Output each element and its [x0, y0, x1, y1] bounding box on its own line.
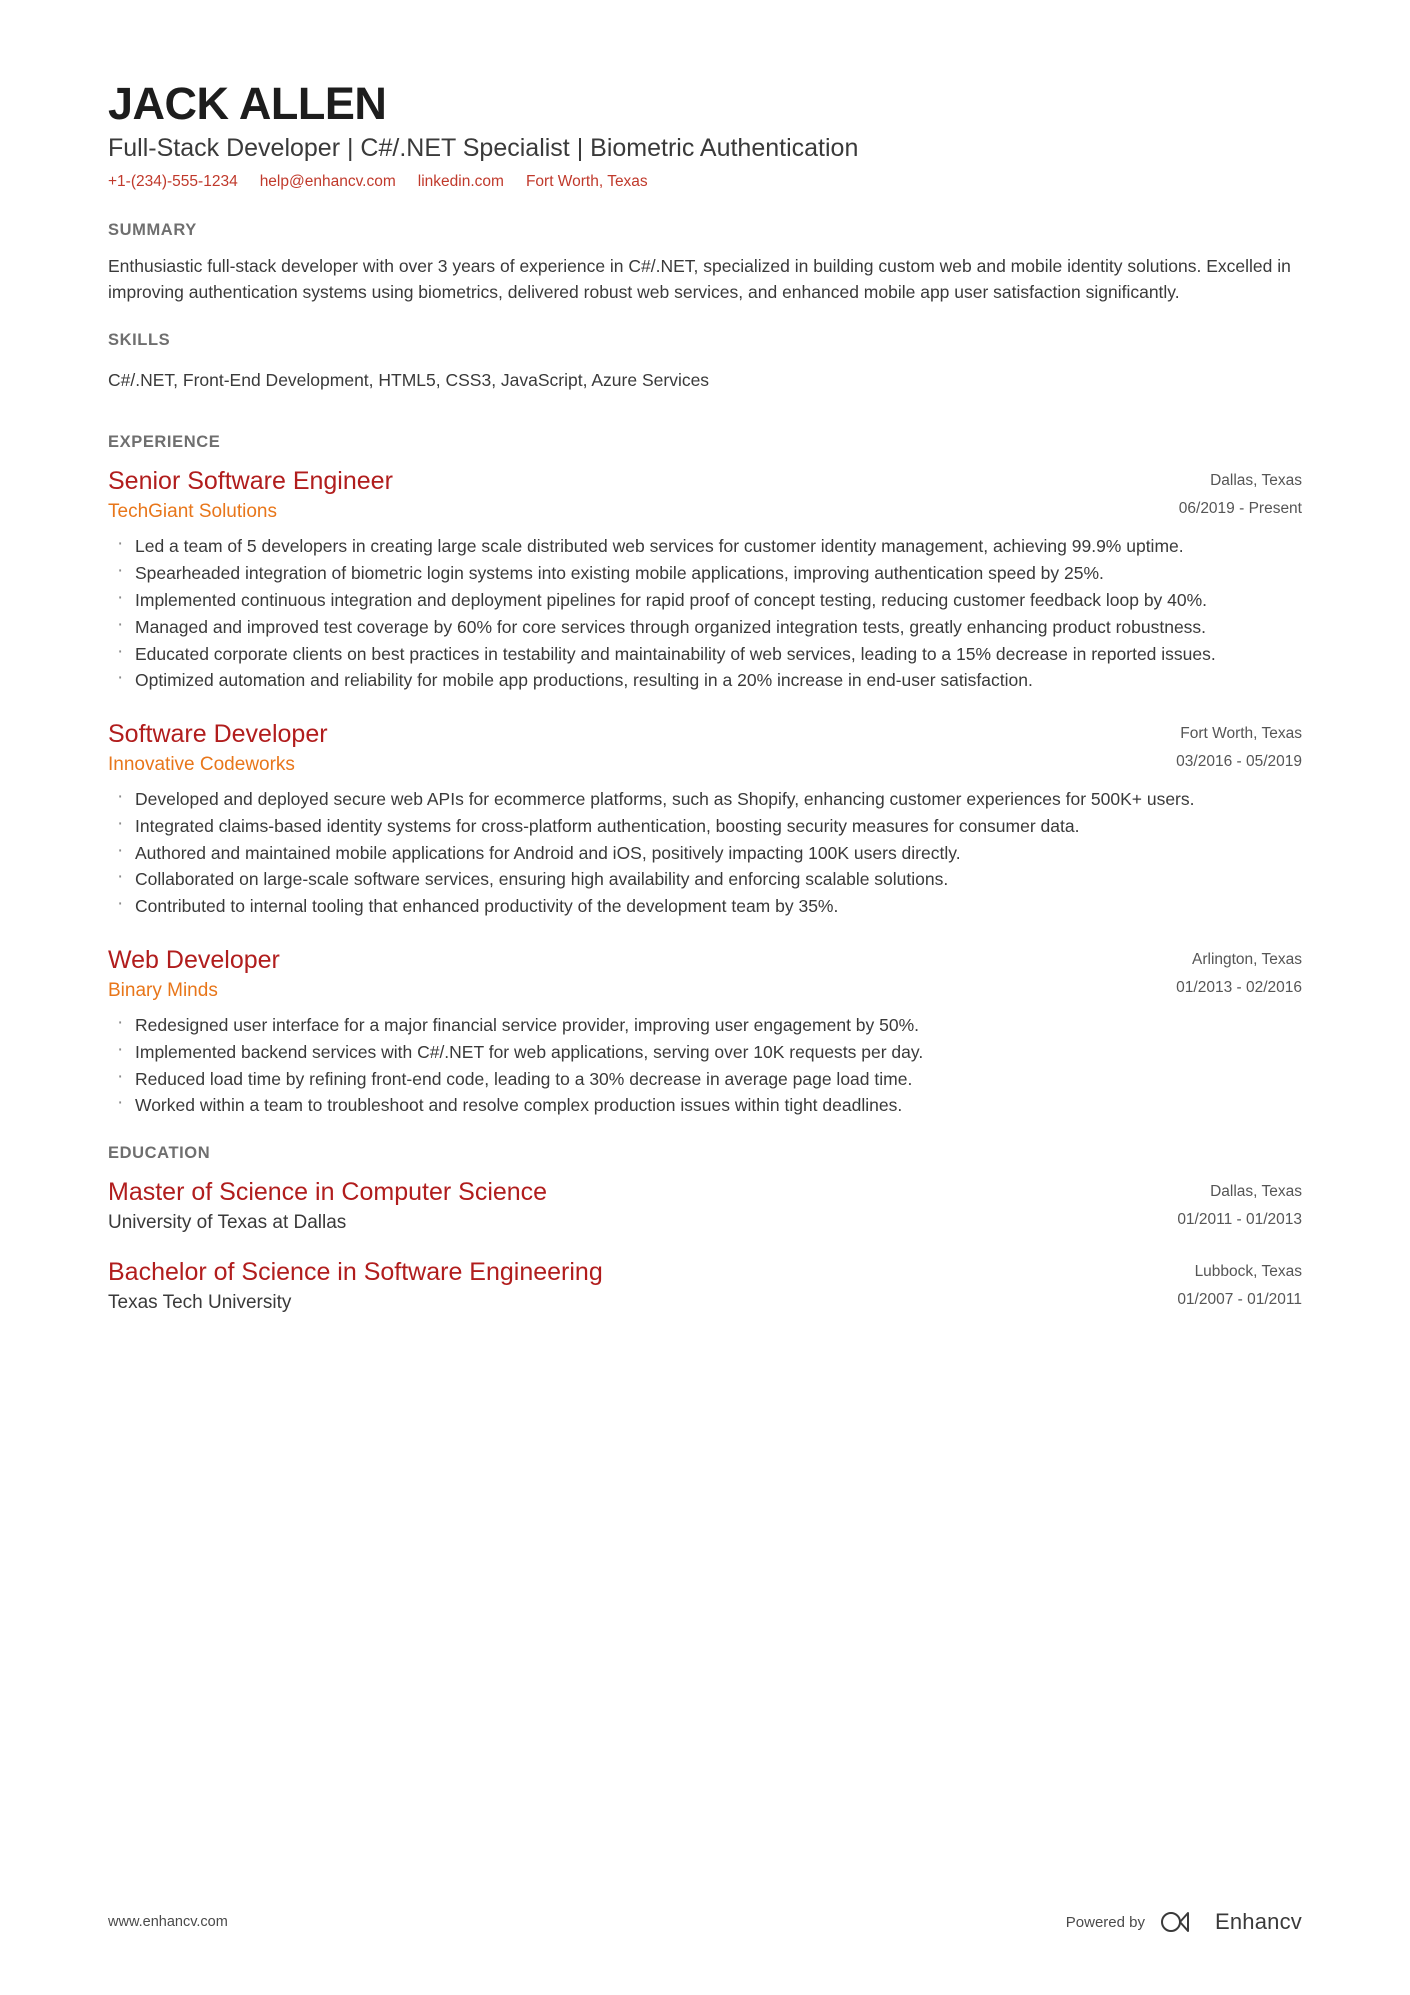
experience-entry-meta — [1176, 945, 1302, 997]
experience-entry-head — [108, 719, 1302, 777]
list-item: · Contributed to internal tooling that enhanced productivity of the development team by 35%. — [108, 894, 1302, 919]
list-item: · Managed and improved test coverage by 60% for core services through organized integration tests, greatly enhancing product robustness. — [108, 615, 1302, 640]
education-entry — [108, 1177, 1302, 1235]
enhancv-logo-icon — [1157, 1909, 1203, 1935]
powered-by-label: Powered by — [1065, 1913, 1145, 1931]
school-dates: 01/2011 - 01/2013 — [1177, 1210, 1302, 1228]
professional-headline: Full-Stack Developer | C#/.NET Specialist | Biometric Authentication — [108, 134, 859, 163]
list-item: · Implemented backend services with C#/.NET for web applications, serving over 10K requests per day. — [108, 1040, 1302, 1065]
experience-entry-left — [108, 466, 1179, 524]
experience-entry-left — [108, 945, 1176, 1003]
brand-name: Enhancv — [1214, 1909, 1302, 1934]
contact-row — [108, 173, 1302, 191]
job-dates: 03/2016 - 05/2019 — [1176, 752, 1302, 770]
skills-list: C#/.NET, Front-End Development, HTML5, CSS3, JavaScript, Azure Services — [108, 370, 710, 390]
company-name: TechGiant Solutions — [108, 501, 277, 523]
education-entry-meta — [1177, 1177, 1302, 1229]
contact-location: Fort Worth, Texas — [525, 173, 648, 191]
education-entry-left — [108, 1177, 1177, 1235]
resume-header — [108, 80, 1302, 191]
list-item: · Redesigned user interface for a major financial service provider, improving user engagement by 50%. — [108, 1013, 1302, 1038]
job-location: Dallas, Texas — [1210, 472, 1302, 490]
job-title: Senior Software Engineer — [108, 467, 393, 496]
school-location: Dallas, Texas — [1210, 1183, 1302, 1201]
section-title-experience: EXPERIENCE — [108, 433, 221, 452]
experience-entry-left — [108, 719, 1176, 777]
job-location: Fort Worth, Texas — [1180, 725, 1302, 743]
section-education — [108, 1144, 1302, 1315]
school-name: University of Texas at Dallas — [108, 1212, 347, 1234]
experience-entry — [108, 719, 1302, 919]
page-title: JACK ALLEN — [108, 78, 387, 129]
list-item: · Spearheaded integration of biometric login systems into existing mobile applications, improving authentication speed by 25%. — [108, 561, 1302, 586]
experience-entry — [108, 945, 1302, 1118]
section-experience — [108, 433, 1302, 1118]
job-bullets — [108, 787, 1302, 919]
section-title-skills: SKILLS — [108, 331, 171, 349]
contact-email[interactable]: help@enhancv.com — [259, 173, 396, 191]
list-item: · Reduced load time by refining front-end code, leading to a 30% decrease in average page load time. — [108, 1067, 1302, 1092]
list-item: · Authored and maintained mobile applications for Android and iOS, positively impacting 100K users directly. — [108, 841, 1302, 866]
experience-entry-meta — [1179, 466, 1302, 518]
footer-brand — [1066, 1909, 1302, 1935]
list-item: · Educated corporate clients on best practices in testability and maintainability of web services, leading to a 15% decrease in reported issues. — [108, 642, 1302, 667]
degree-title: Master of Science in Computer Science — [108, 1178, 548, 1207]
page-footer — [108, 1909, 1302, 1935]
education-entry-left — [108, 1257, 1177, 1315]
list-item: · Optimized automation and reliability for mobile app productions, resulting in a 20% increase in end-user satisfaction. — [108, 668, 1302, 693]
contact-phone: +1-(234)-555-1234 — [108, 173, 238, 191]
company-name: Binary Minds — [108, 980, 218, 1002]
section-title-education: EDUCATION — [108, 1144, 211, 1163]
job-bullets — [108, 1013, 1302, 1118]
section-skills — [108, 331, 1302, 393]
list-item: · Collaborated on large-scale software services, ensuring high availability and enforcing scalable solutions. — [108, 867, 1302, 892]
job-title: Software Developer — [108, 720, 328, 749]
experience-entry-head — [108, 466, 1302, 524]
section-title-summary: SUMMARY — [108, 221, 197, 240]
contact-linkedin[interactable]: linkedin.com — [417, 173, 504, 191]
job-dates: 01/2013 - 02/2016 — [1176, 978, 1302, 996]
degree-title: Bachelor of Science in Software Engineering — [108, 1258, 603, 1287]
job-bullets — [108, 534, 1302, 693]
list-item: · Developed and deployed secure web APIs for ecommerce platforms, such as Shopify, enhancing customer experiences for 500K+ users. — [108, 787, 1302, 812]
list-item: · Worked within a team to troubleshoot and resolve complex production issues within tight deadlines. — [108, 1093, 1302, 1118]
job-title: Web Developer — [108, 946, 280, 975]
list-item: · Implemented continuous integration and deployment pipelines for rapid proof of concept testing, reducing customer feedback loop by 40%. — [108, 588, 1302, 613]
experience-entry-head — [108, 945, 1302, 1003]
list-item: · Led a team of 5 developers in creating large scale distributed web services for customer identity management, achieving 99.9% uptime. — [108, 534, 1302, 559]
education-entry-meta — [1177, 1257, 1302, 1309]
education-entry-head — [108, 1177, 1302, 1235]
section-summary — [108, 221, 1302, 305]
school-dates: 01/2007 - 01/2011 — [1177, 1290, 1302, 1308]
school-name: Texas Tech University — [108, 1292, 292, 1314]
school-location: Lubbock, Texas — [1194, 1263, 1302, 1281]
job-location: Arlington, Texas — [1192, 951, 1302, 969]
education-entry — [108, 1257, 1302, 1315]
company-name: Innovative Codeworks — [108, 754, 295, 776]
list-item: · Integrated claims-based identity systems for cross-platform authentication, boosting security measures for consumer data. — [108, 814, 1302, 839]
job-dates: 06/2019 - Present — [1178, 499, 1302, 517]
experience-entry — [108, 466, 1302, 693]
education-entry-head — [108, 1257, 1302, 1315]
resume-content — [108, 80, 1302, 1341]
summary-text: Enthusiastic full-stack developer with over 3 years of experience in C#/.NET, specialized in building custom web and mobile identity solutions. Excelled in improving authentication systems using biometrics, delivered robust web services, and enhanced mobile app user satisfaction significantly. — [108, 256, 1291, 302]
footer-url[interactable]: www.enhancv.com — [108, 1914, 228, 1930]
experience-entry-meta — [1176, 719, 1302, 771]
